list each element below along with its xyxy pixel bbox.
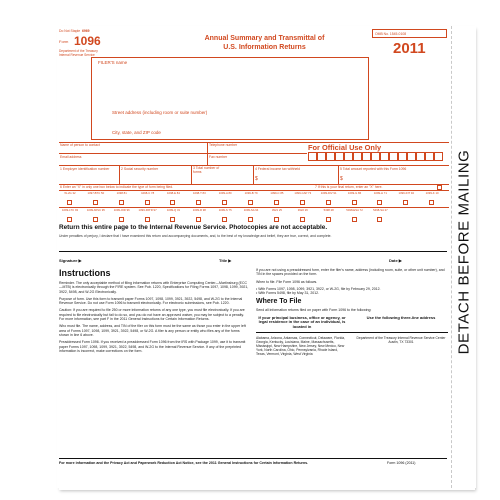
date-label: Date ▶	[389, 258, 402, 263]
where-to-file-paragraph: Send all information returns filed on paper with Form 1096 to the following:	[256, 308, 372, 313]
form-type-checkbox[interactable]	[93, 217, 98, 222]
filer-name-label: FILER'S name	[98, 60, 128, 65]
form-type-label: 1099-H 71	[373, 191, 387, 195]
form-type-option	[214, 209, 236, 223]
form-type-label: 1099-SA 94	[243, 208, 259, 212]
form-type-checkbox[interactable]	[170, 217, 175, 222]
form-type-option	[318, 209, 340, 223]
location-column-head: If your principal business, office or agency, or legal residence in the case of an individual, is located in	[258, 314, 346, 329]
irs-address: Department of the Treasury Internal Revenue Service Center Austin, TX 73301	[356, 335, 446, 344]
form-type-label: 5498 28	[323, 208, 334, 212]
form-type-option	[188, 192, 210, 206]
form-type-label: 1099-PATR 97	[138, 208, 157, 212]
form-type-label: W-2G 32	[64, 191, 76, 195]
form-1096-sheet	[57, 26, 451, 488]
omb-number: OMB No. 1545-0108	[372, 29, 447, 38]
form-type-checkbox[interactable]	[119, 200, 124, 205]
form-type-checkbox[interactable]	[300, 217, 305, 222]
where-table-row	[256, 336, 448, 357]
caution-paragraph: Caution: If you are required to file 250 or more information returns of any one type, you must file electronically. If you are required to file electronically but fail to do so, and you do not have an approved waiver, you may be subject to a penalty. For more information, see part F in the 2011 General Instructions for Certain Information Returns.	[59, 308, 245, 322]
form-type-label: 1097-BTC 50	[87, 191, 105, 195]
form-type-option	[85, 192, 107, 206]
form-type-option	[266, 192, 288, 206]
reminder-paragraph: Reminder. The only acceptable method of filing information returns with Enterprise Computing Center—Martinsburg (ECC—MTB) is electronically through the FIRE system. See Pub. 1220, Specifications for Filing Forms 1097, 1098, 1099, 3921, 3922, 5498, and W-2G Electronically.	[59, 281, 249, 294]
form-type-option	[292, 209, 314, 223]
form-type-label: 1099-G 86	[347, 191, 362, 195]
where-to-file-heading: Where To File	[256, 298, 302, 306]
form-type-checkbox[interactable]	[196, 217, 201, 222]
form-type-label: 1099-K 10	[425, 191, 439, 195]
grid-cell	[425, 152, 434, 161]
form-type-label: 1099-S 75	[218, 208, 232, 212]
title-label: Title ▶	[219, 258, 232, 263]
form-type-option	[59, 192, 81, 206]
form-type-option	[395, 192, 417, 206]
grid-cell	[353, 152, 362, 161]
field-1-label: 1 Employer identification number	[60, 167, 110, 171]
form-type-label: 1099-R 98	[192, 208, 206, 212]
form-type-label: 1099-OID 96	[113, 208, 130, 212]
rule	[119, 165, 120, 184]
form-type-label: 1099-DIV 91	[320, 191, 337, 195]
form-type-row-2	[59, 209, 447, 223]
email-label: Email address	[60, 155, 82, 159]
form-id-footer: Form 1096 (2011)	[387, 461, 416, 465]
form-type-checkbox[interactable]	[429, 200, 434, 205]
form-type-option	[137, 192, 159, 206]
who-must-file-paragraph: Who must file. The name, address, and TIN of the filer on this form must be the same as those you enter in the upper left area of Forms 1097, 1098, 1099, 3921, 3922, 5498, or W-2G. A filer is any person or entity who files any of the forms shown in line 6 above.	[59, 324, 246, 337]
signature-label: Signature ▶	[59, 258, 82, 263]
form-type-checkbox[interactable]	[170, 200, 175, 205]
footer-rule	[59, 458, 447, 459]
perjury-statement: Under penalties of perjury, I declare that I have examined this return and accompanying documents, and, to the best of my knowledge and belief, they are true, correct, and complete.	[59, 234, 332, 238]
field-4-label: 4 Federal income tax withheld	[255, 167, 301, 171]
form-type-checkbox[interactable]	[67, 200, 72, 205]
grid-cell	[317, 152, 326, 161]
grid-cell	[380, 152, 389, 161]
official-use-heading: For Official Use Only	[308, 143, 382, 152]
grid-cell	[308, 152, 317, 161]
fax-label: Fax number	[209, 155, 228, 159]
field-7-label: 7 If this is your final return, enter an "X" here.	[315, 185, 383, 189]
rule	[338, 165, 339, 184]
form-type-checkbox[interactable]	[119, 217, 124, 222]
preaddressed-paragraph: Preaddressed Form 1096. If you received a preaddressed Form 1096 from the IRS with Package 1099, use it to transmit paper Forms 1097, 1098, 1099, 3921, 3922, 5498, and W-2G to the Internal Revenue Service. If any of the preprinted information is incorrect, make corrections on the form.	[59, 340, 246, 353]
when-bullet-2: • With Forms 5498, file by May 31, 2012.	[256, 291, 320, 296]
field-5-label: 5 Total amount reported with this Form 1096	[340, 167, 407, 171]
form-type-checkbox[interactable]	[196, 200, 201, 205]
filer-box	[91, 57, 369, 140]
form-title	[177, 35, 352, 52]
form-type-label: 1099-A 80	[218, 191, 232, 195]
department-label: Department of the Treasury Internal Revenue Service	[59, 49, 98, 57]
form-type-label: 1099-Q 31	[166, 208, 181, 212]
grid-cell	[335, 152, 344, 161]
form-type-checkbox[interactable]	[93, 200, 98, 205]
form-type-checkbox[interactable]	[352, 217, 357, 222]
form-type-option	[421, 192, 443, 206]
rule	[59, 165, 449, 166]
form-type-checkbox[interactable]	[377, 200, 382, 205]
filer-city-label: City, state, and ZIP code	[112, 130, 161, 135]
field-6-label: 6 Enter an "X" in only one box below to indicate the type of form being filed.	[60, 185, 174, 189]
states-list: Alabama, Arizona, Arkansas, Connecticut, Delaware, Florida, Georgia, Kentucky, Louisiana, Maine, Massachusetts, Mississippi, New Hampshire, New Jersey, New Mexico, New York, North Carolina, Ohio, Pennsylvania, Rhode Island, Texas, Vermont, Virginia, West Virginia	[256, 335, 346, 357]
grid-cell	[344, 152, 353, 161]
form-type-checkbox[interactable]	[274, 200, 279, 205]
form-type-label: 1099-LTC 93	[61, 208, 79, 212]
form-type-checkbox[interactable]	[352, 200, 357, 205]
form-type-option	[85, 209, 107, 223]
grid-cell	[416, 152, 425, 161]
form-type-label: 1099-INT 92	[398, 191, 415, 195]
field-3-label: 3 Total number of forms	[193, 166, 220, 174]
form-type-label: 5498-SA 27	[373, 208, 388, 212]
field-5-dollar: $	[340, 176, 343, 182]
grid-cell	[434, 152, 443, 161]
form-type-checkbox[interactable]	[145, 217, 150, 222]
form-type-label: 1099-MISC 95	[86, 208, 105, 212]
privacy-notice: For more information and the Privacy Act and Paperwork Reduction Act Notice, see the 2011 General Instructions for Certain Information Returns.	[59, 461, 309, 465]
form-header-area	[57, 26, 451, 222]
form-type-checkbox[interactable]	[326, 217, 331, 222]
form-label: Form	[59, 39, 69, 44]
instructions-heading: Instructions	[59, 268, 111, 278]
form-type-label: 1098-T 83	[192, 191, 206, 195]
form-type-option	[240, 209, 262, 223]
form-type-option	[214, 192, 236, 206]
form-type-option	[369, 209, 391, 223]
form-type-option	[240, 192, 262, 206]
form-type-option	[369, 192, 391, 206]
when-bullet-1: • With Forms 1097, 1098, 1099, 3921, 3922, or W-2G, file by February 29, 2012.	[256, 286, 381, 291]
form-type-label: 1099-B 79	[244, 191, 258, 195]
telephone-label: Telephone number	[209, 143, 238, 147]
rule	[253, 165, 254, 184]
rule	[59, 153, 307, 154]
form-type-option	[111, 192, 133, 206]
form-type-checkbox[interactable]	[300, 200, 305, 205]
purpose-paragraph: Purpose of form. Use this form to transmit paper Forms 1097, 1098, 1099, 3921, 3922, 5498, and W-2G to the Internal Revenue Service. Do not use Form 1096 to transmit electronically. For electronic submissions, see Pub. 1220.	[59, 296, 243, 306]
filing-column	[256, 266, 448, 357]
form-type-option	[162, 209, 184, 223]
field-4-dollar: $	[255, 176, 258, 182]
form-type-option	[318, 192, 340, 206]
field-2-label: 2 Social security number	[121, 167, 159, 171]
when-to-file-paragraph: When to file. File Form 1096 as follows.	[256, 279, 318, 284]
address-column-head: Use the following three-line address	[366, 314, 436, 320]
form-type-checkbox[interactable]	[248, 217, 253, 222]
form-type-option	[266, 209, 288, 223]
form-type-checkbox[interactable]	[326, 200, 331, 205]
form-type-option	[111, 209, 133, 223]
where-table-header	[256, 316, 448, 333]
signature-line	[59, 251, 447, 252]
form-type-label: 3922 26	[297, 208, 308, 212]
form-type-row-1	[59, 192, 447, 206]
instructions-column	[59, 266, 249, 356]
form-type-option	[344, 192, 366, 206]
official-use-grid	[308, 152, 448, 162]
form-type-checkbox[interactable]	[222, 200, 227, 205]
person-contact-label: Name of person to contact	[60, 143, 100, 147]
form-type-label: 1098-C 78	[141, 191, 155, 195]
form-type-label: 1098 81	[116, 191, 127, 195]
form-type-checkbox[interactable]	[403, 200, 408, 205]
do-not-staple-note: Do Not Staple	[59, 29, 81, 33]
form-type-checkbox[interactable]	[248, 200, 253, 205]
grid-cell	[407, 152, 416, 161]
return-notice: Return this entire page to the Internal Revenue Service. Photocopies are not acceptable.	[59, 224, 328, 231]
form-code: 6969	[82, 29, 90, 33]
form-type-option	[188, 209, 210, 223]
form-title-line2: U.S. Information Returns	[223, 43, 306, 51]
form-type-checkbox[interactable]	[222, 217, 227, 222]
form-type-checkbox[interactable]	[274, 217, 279, 222]
form-number: 1096	[74, 34, 101, 48]
form-type-label: 1098-E 84	[166, 191, 180, 195]
detach-text: DETACH BEFORE MAILING	[455, 149, 473, 355]
form-type-checkbox[interactable]	[377, 217, 382, 222]
grid-cell	[371, 152, 380, 161]
form-type-option	[137, 209, 159, 223]
tax-year: 2011	[393, 40, 426, 57]
detach-label	[455, 52, 473, 452]
form-type-option	[292, 192, 314, 206]
form-type-label: 1099-CAP 73	[294, 191, 312, 195]
grid-cell	[326, 152, 335, 161]
grid-cell	[389, 152, 398, 161]
form-type-option	[59, 209, 81, 223]
grid-cell	[398, 152, 407, 161]
rule	[191, 165, 192, 184]
form-type-option	[344, 209, 366, 223]
rule	[59, 142, 449, 143]
not-preaddressed-paragraph: If you are not using a preaddressed form, enter the filer's name, address (including room, suite, or other unit number), and TIN in the spaces provided on the form.	[256, 268, 445, 277]
form-type-checkbox[interactable]	[67, 217, 72, 222]
form-title-line1: Annual Summary and Transmittal of	[204, 35, 325, 42]
form-type-label: 1099-C 85	[270, 191, 284, 195]
form-type-checkbox[interactable]	[145, 200, 150, 205]
form-type-label: 3921 25	[271, 208, 282, 212]
grid-cell	[362, 152, 371, 161]
form-type-label: 5498-ESA 72	[346, 208, 363, 212]
filer-street-label: Street address (including room or suite number)	[112, 110, 208, 115]
form-type-option	[162, 192, 184, 206]
